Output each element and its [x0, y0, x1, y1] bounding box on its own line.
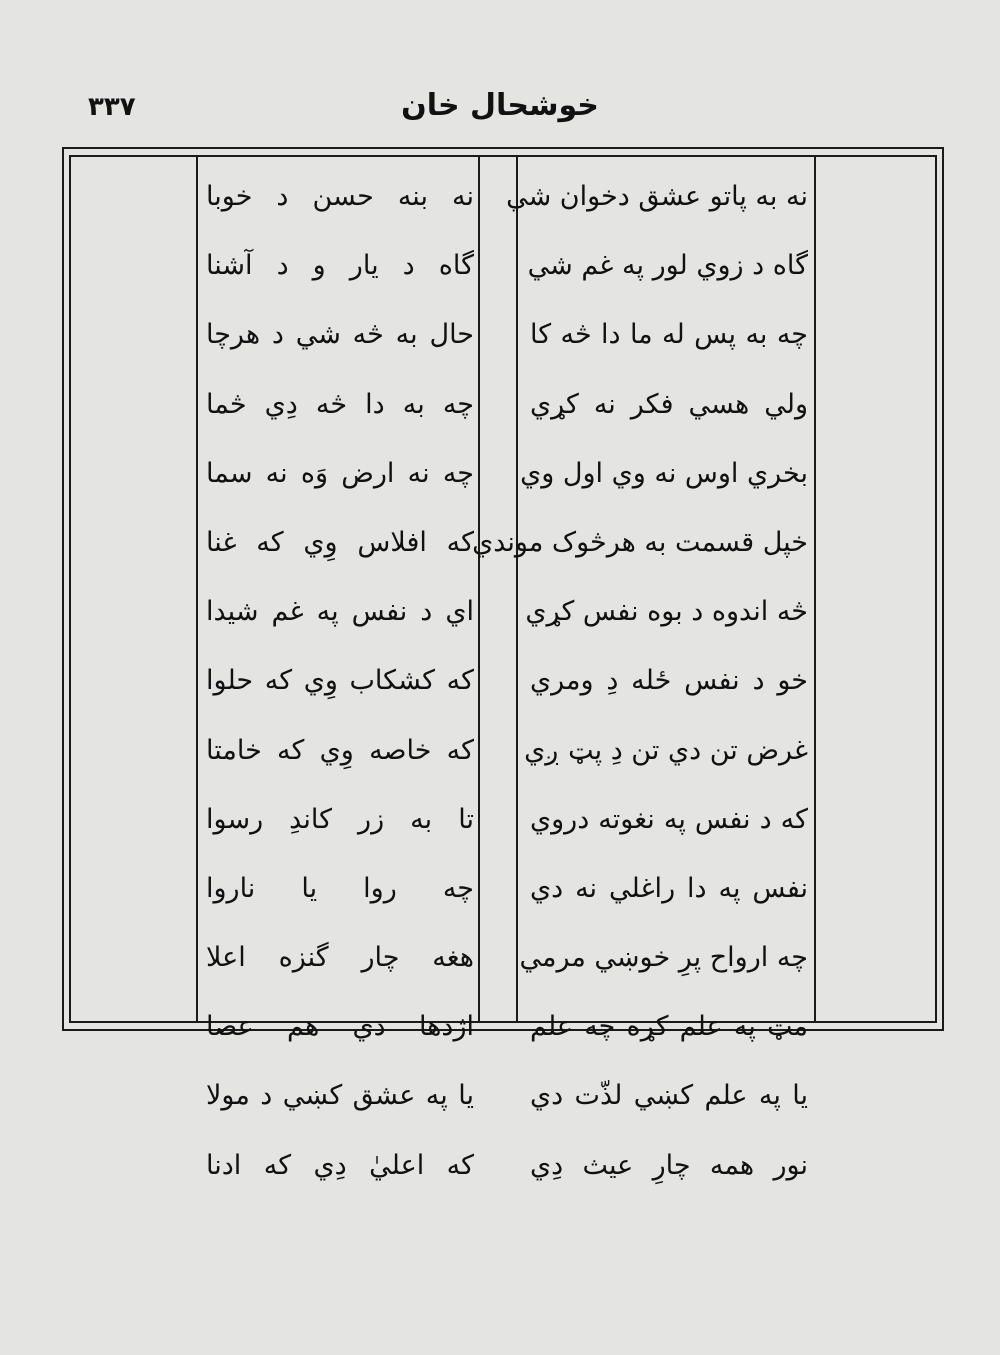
page-title: خوشحال خان [401, 88, 599, 123]
verse-line: غرض تن دي تن دِ پټ ږي [524, 734, 808, 766]
verse-line: خپل قسمت به هرڅوک موندي [472, 526, 808, 558]
verse-line: اژدها دي هم عصا [206, 1011, 474, 1043]
column-rule-left [478, 155, 480, 1023]
verse-line: مټ په علم کړه چه علم [530, 1011, 808, 1043]
verse-line: چه روا يا ناروا [206, 872, 474, 904]
verse-line: هغه چار گنزه اعلا [206, 942, 474, 974]
verse-line: نور همه چارِ عيث دِي [530, 1149, 808, 1181]
verse-line: ولي هسي فکر نه کړي [530, 388, 808, 420]
verse-line: تا به زر کاندِ رسوا [206, 803, 474, 835]
verse-line: نه بنه حسن د خوبا [206, 181, 474, 212]
verse-line: چه نه ارض وَه نه سما [206, 457, 474, 489]
poem-column-left [206, 162, 474, 1200]
poem-column-right [472, 162, 808, 1200]
column-rule-right [516, 155, 518, 1023]
verse-line: اي د نفس په غم شيدا [206, 596, 474, 628]
verse-line: خو د نفس ځله دِ ومري [530, 665, 808, 697]
verse-line: نه به پاتو عشق دخوان شي [506, 181, 808, 212]
verse-line: گاه د يار و د آشنا [206, 250, 474, 282]
verse-line: چه ارواح پرِ خوښي مرمي [519, 942, 808, 974]
verse-line: گاه د زوي لور په غم شي [527, 250, 808, 282]
verse-line: که د نفس په نغوته دروي [530, 803, 808, 835]
margin-rule-left [196, 155, 198, 1023]
verse-line: که اعليٰ دِي که ادنا [206, 1149, 474, 1181]
verse-line: يا په علم کښي لذّت دي [530, 1080, 808, 1112]
verse-line: چه به دا څه دِي څما [206, 388, 474, 420]
page-number: ۳۳۷ [88, 92, 136, 122]
verse-line: که افلاس وِي که غنا [206, 526, 474, 558]
verse-line: څه اندوه د بوه نفس کړي [525, 596, 808, 628]
verse-line: چه به پس له ما دا څه کا [530, 319, 808, 351]
margin-rule-right [814, 155, 816, 1023]
verse-line: که کشکاب وِي که حلوا [206, 665, 474, 697]
verse-line: بخري اوس نه وي اول وي [520, 457, 808, 489]
verse-line: که خاصه وِي که خامتا [206, 734, 474, 766]
verse-line: حال به څه شي د هرچا [206, 319, 474, 351]
verse-line: يا په عشق کښي د مولا [206, 1080, 474, 1112]
verse-line: نفس په دا راغلي نه دي [530, 872, 808, 904]
